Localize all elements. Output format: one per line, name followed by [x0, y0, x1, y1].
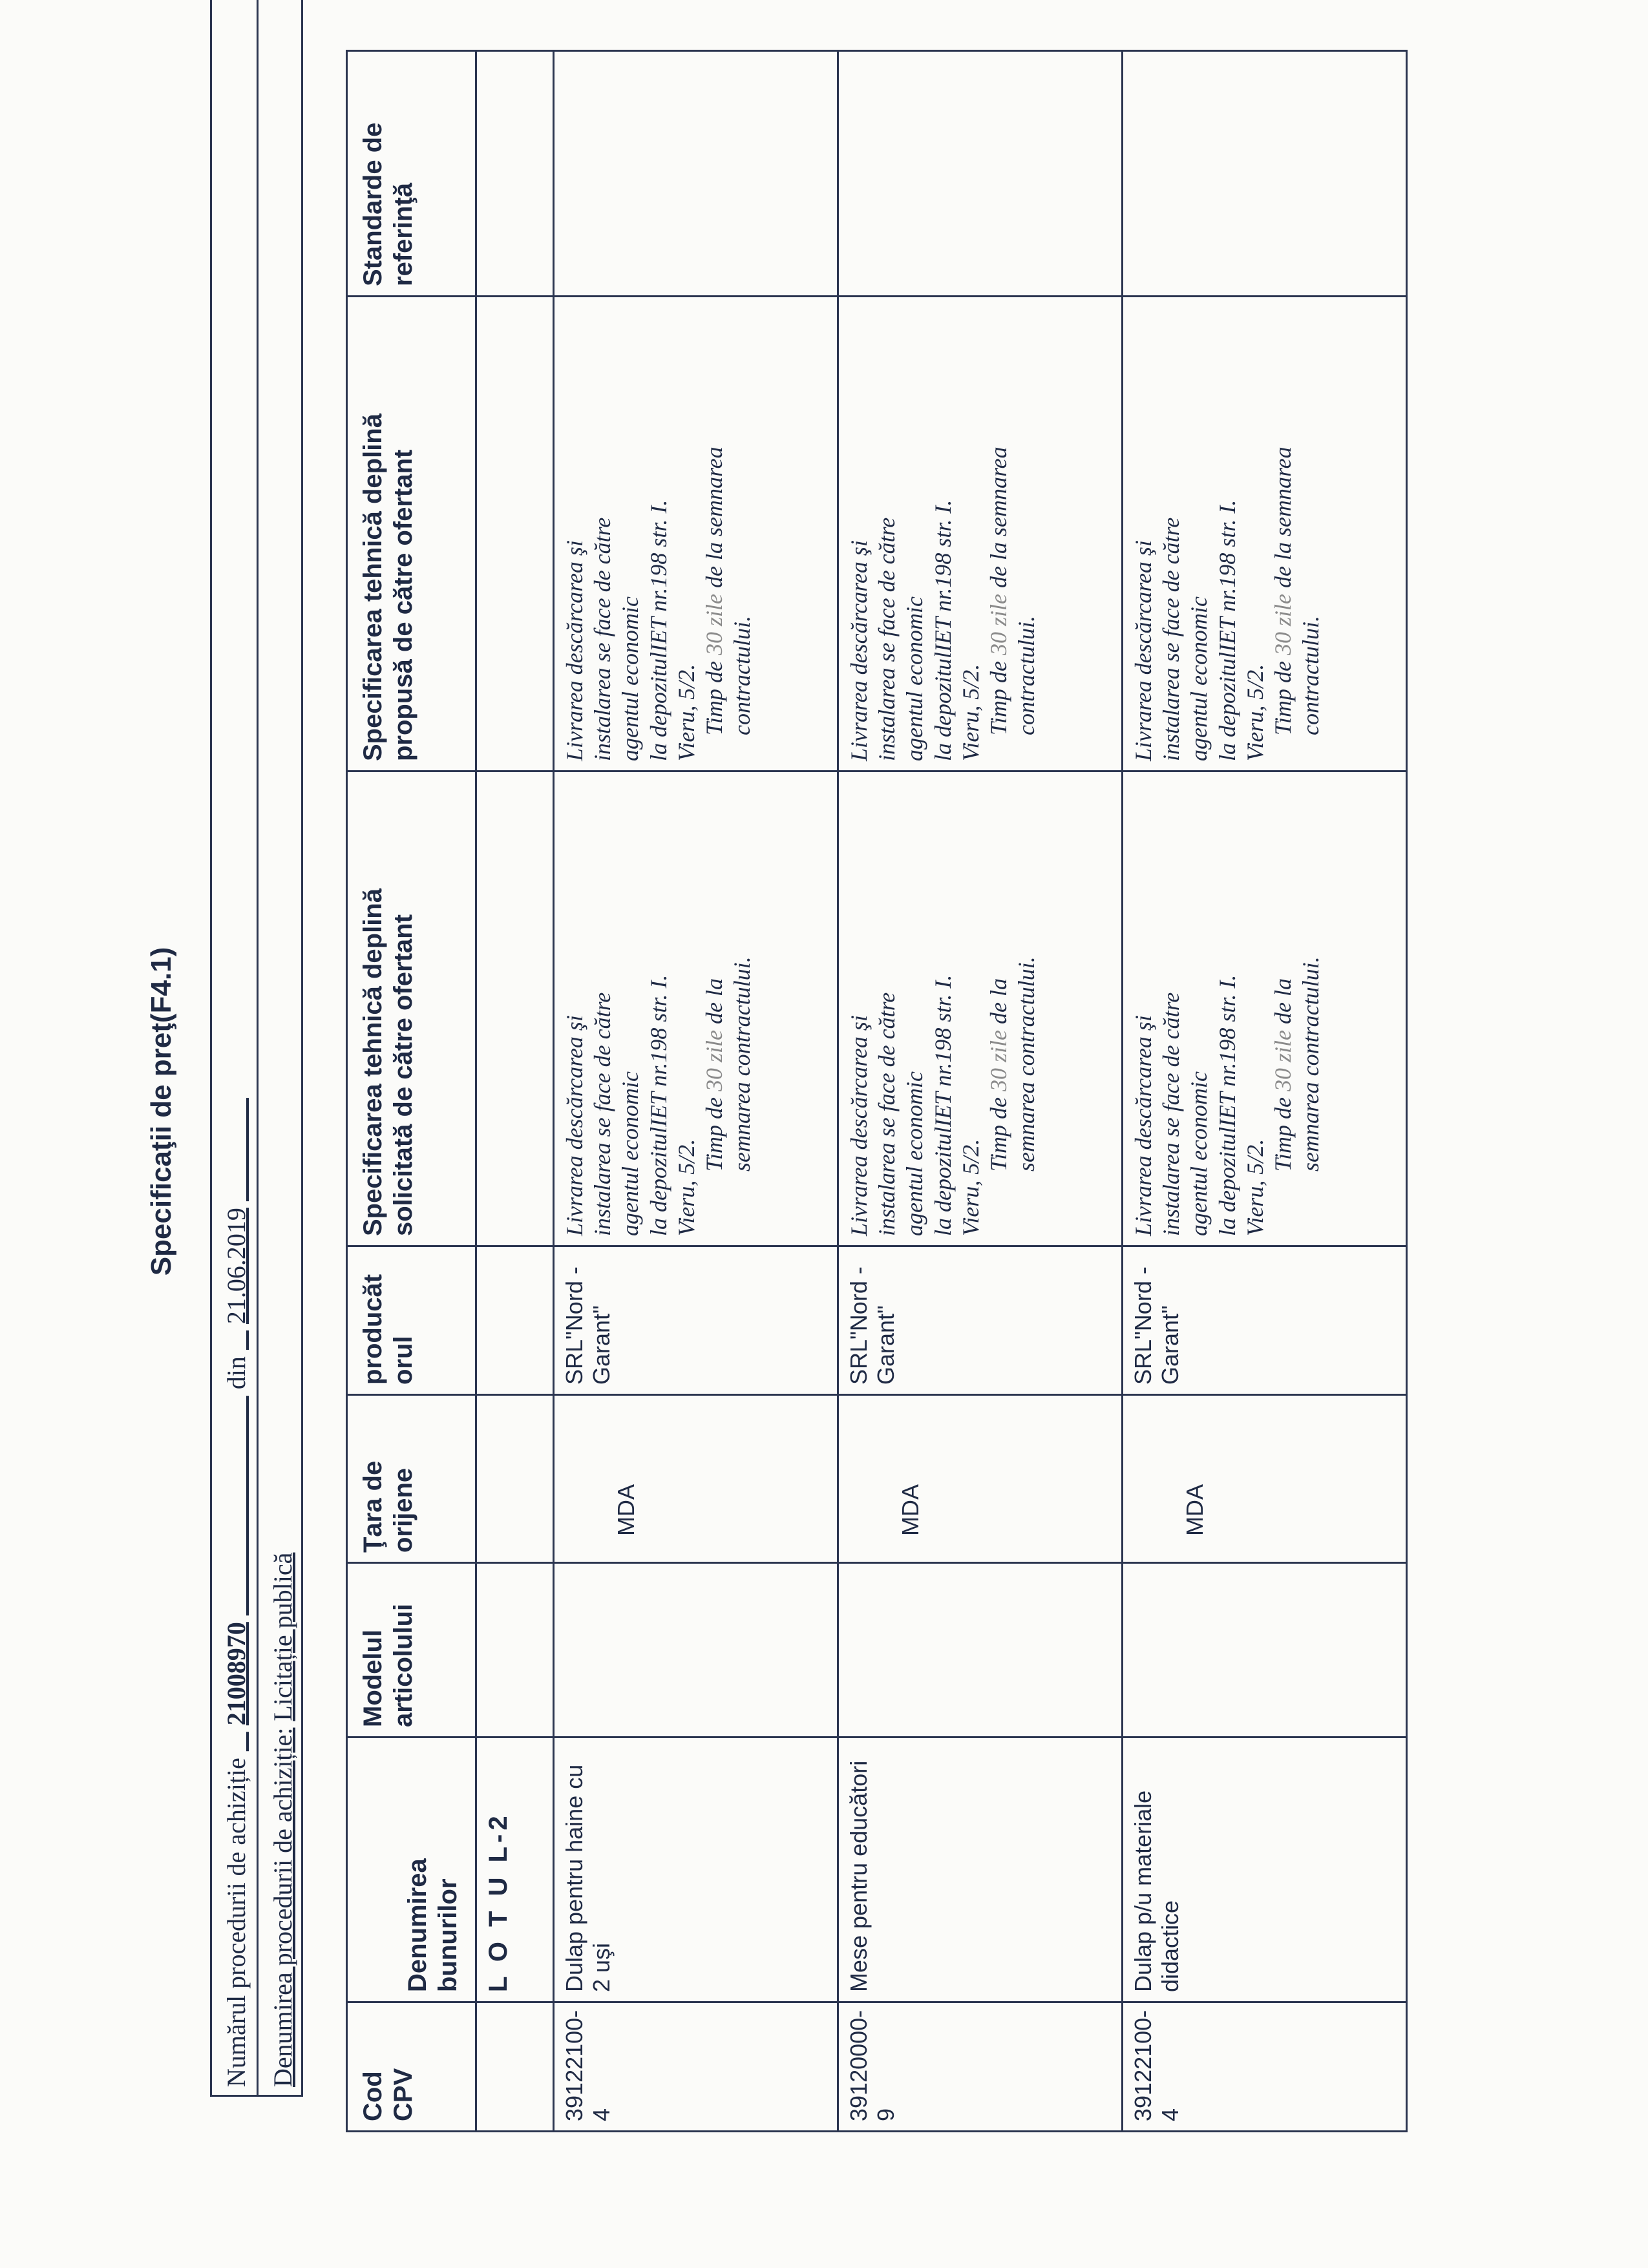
goods-name: Dulap pentru haine cu 2 uşi: [554, 1738, 838, 2002]
spec-line: Vieru, 5/2.: [957, 664, 984, 761]
spec-line: Vieru, 5/2.: [957, 1139, 984, 1236]
date-value: 21.06.2019: [222, 1208, 251, 1325]
country-of-origin: MDA: [554, 1395, 838, 1563]
spec-text: Timp de: [1269, 1091, 1296, 1171]
spec-line: agentul economic: [902, 1071, 928, 1236]
spec-line: [985, 781, 1013, 1236]
spec-text: Timp de: [1269, 655, 1296, 735]
spec-text: de la semnarea: [701, 446, 727, 594]
reference-standards: [1123, 51, 1407, 297]
producer: SRL"Nord -Garant": [554, 1246, 838, 1395]
spec-line: la depozitulIET nr.198 str. I.: [1214, 974, 1240, 1236]
column-header: Specificarea tehnică deplină propusă de către ofertant: [347, 297, 476, 772]
spec-line: la depozitulIET nr.198 str. I.: [929, 974, 956, 1236]
spec-line: instalarea se face de către: [874, 992, 900, 1236]
spec-line: agentul economic: [617, 1071, 644, 1236]
spec-line: instalarea se face de către: [1158, 517, 1185, 761]
spec-line: Vieru, 5/2.: [673, 664, 699, 761]
column-header: producăt orul: [347, 1246, 476, 1395]
spec-line: la depozitulIET nr.198 str. I.: [929, 499, 956, 761]
spec-line: semnarea contractului.: [1298, 956, 1324, 1171]
spec-line: [701, 781, 728, 1236]
table-cell: [476, 1246, 554, 1395]
spec-line: la depozitulIET nr.198 str. I.: [645, 499, 671, 761]
table-row: [554, 51, 838, 2132]
column-header: Modelul articolului: [347, 1563, 476, 1738]
spec-line: Livrarea descărcarea şi: [846, 1015, 872, 1236]
article-model: [1123, 1563, 1407, 1738]
lot-label: L O T U L-2: [476, 1738, 554, 2002]
date-blank: [222, 1098, 251, 1201]
country-of-origin: MDA: [1123, 1395, 1407, 1563]
spec-days: 30 zile: [701, 593, 727, 655]
spec-line: Livrarea descărcarea şi: [846, 540, 872, 761]
price-spec-table: [346, 50, 1408, 2132]
spec-days: 30 zile: [985, 1029, 1011, 1091]
spec-line: [985, 306, 1013, 761]
spec-line: instalarea se face de către: [1158, 992, 1185, 1236]
spec-line: [701, 306, 728, 761]
goods-name: Mese pentru educători: [838, 1738, 1123, 2002]
spec-line: contractului.: [729, 616, 755, 735]
column-header: Denumirea bunurilor: [347, 1738, 476, 2002]
goods-name: Dulap p/u materiale didactice: [1123, 1738, 1407, 2002]
spec-line: instalarea se face de către: [874, 517, 900, 761]
column-header: Ţara de orijene: [347, 1395, 476, 1563]
spec-line: Vieru, 5/2.: [1241, 664, 1268, 761]
spec-line: Vieru, 5/2.: [1241, 1139, 1268, 1236]
spec-offered: [1123, 297, 1407, 772]
procedure-number-underline: [222, 1732, 251, 1751]
spec-line: [1269, 306, 1297, 761]
column-header: Standarde de referinţă: [347, 51, 476, 297]
date-label: din: [222, 1356, 251, 1390]
producer: SRL"Nord -Garant": [838, 1246, 1123, 1395]
spec-line: agentul economic: [1186, 1071, 1212, 1236]
spec-line: semnarea contractului.: [1013, 956, 1040, 1171]
spec-requested: [838, 772, 1123, 1246]
spec-days: 30 zile: [985, 593, 1011, 655]
table-cell: [476, 772, 554, 1246]
spec-line: [1269, 781, 1297, 1236]
table-cell: [476, 51, 554, 297]
spec-text: de la: [701, 978, 727, 1030]
spec-line: contractului.: [1298, 616, 1324, 735]
spec-line: Livrarea descărcarea şi: [562, 540, 587, 761]
table-row: [1123, 51, 1407, 2132]
column-header: Specificarea tehnică deplină solicitată de către ofertant: [347, 772, 476, 1246]
spec-text: de la semnarea: [1269, 446, 1296, 594]
spec-line: agentul economic: [902, 596, 928, 761]
reference-standards: [838, 51, 1123, 297]
spec-offered: [554, 297, 838, 772]
table-header-row: [347, 51, 476, 2132]
table-cell: [476, 297, 554, 772]
lot-row: [476, 51, 554, 2132]
cpv-code: 39122100-4: [1123, 2002, 1407, 2132]
spec-text: de la: [985, 978, 1011, 1030]
spec-line: semnarea contractului.: [729, 956, 755, 1171]
spec-line: Vieru, 5/2.: [673, 1139, 699, 1236]
cpv-code: 39122100-4: [554, 2002, 838, 2132]
spec-requested: [554, 772, 838, 1246]
spec-days: 30 zile: [1269, 1029, 1296, 1091]
reference-standards: [554, 51, 838, 297]
page-title: Specificaţii de preţ(F4.1): [145, 947, 177, 1276]
spec-line: instalarea se face de către: [589, 992, 616, 1236]
table-cell: [476, 1395, 554, 1563]
column-header: Cod CPV: [347, 2002, 476, 2132]
spec-line: agentul economic: [617, 596, 644, 761]
procedure-number-blank: [222, 1396, 251, 1615]
procedure-number-value: 21008970: [222, 1622, 251, 1726]
spec-text: Timp de: [985, 655, 1011, 735]
procedure-number-label: Numărul procedurii de achiziție: [222, 1758, 251, 2087]
spec-line: Livrarea descărcarea şi: [562, 1015, 587, 1236]
procedure-name-line: [257, 0, 303, 2097]
spec-text: de la semnarea: [985, 446, 1011, 594]
spec-text: Timp de: [985, 1091, 1011, 1171]
spec-line: la depozitulIET nr.198 str. I.: [1214, 499, 1240, 761]
spec-line: agentul economic: [1186, 596, 1212, 761]
spec-text: Timp de: [701, 1091, 727, 1171]
country-of-origin: MDA: [838, 1395, 1123, 1563]
procedure-name-label: Denumirea procedurii de achiziție:: [268, 1727, 297, 2087]
article-model: [838, 1563, 1123, 1738]
spec-line: la depozitulIET nr.198 str. I.: [645, 974, 671, 1236]
spec-line: contractului.: [1013, 616, 1040, 735]
procedure-name-value: Licitație publică: [268, 1552, 297, 1721]
table-row: [838, 51, 1123, 2132]
table-cell: [476, 2002, 554, 2132]
spec-line: Livrarea descărcarea şi: [1130, 1015, 1156, 1236]
cpv-code: 39120000-9: [838, 2002, 1123, 2132]
spec-text: de la: [1269, 978, 1296, 1030]
spec-offered: [838, 297, 1123, 772]
procedure-number-line: [210, 0, 257, 2097]
spec-days: 30 zile: [1269, 593, 1296, 655]
spec-text: Timp de: [701, 655, 727, 735]
table-cell: [476, 1563, 554, 1738]
spec-line: instalarea se face de către: [589, 517, 616, 761]
article-model: [554, 1563, 838, 1738]
spec-requested: [1123, 772, 1407, 1246]
spec-days: 30 zile: [701, 1029, 727, 1091]
producer: SRL"Nord -Garant": [1123, 1246, 1407, 1395]
spec-line: Livrarea descărcarea şi: [1130, 540, 1156, 761]
date-underline: [222, 1330, 251, 1350]
